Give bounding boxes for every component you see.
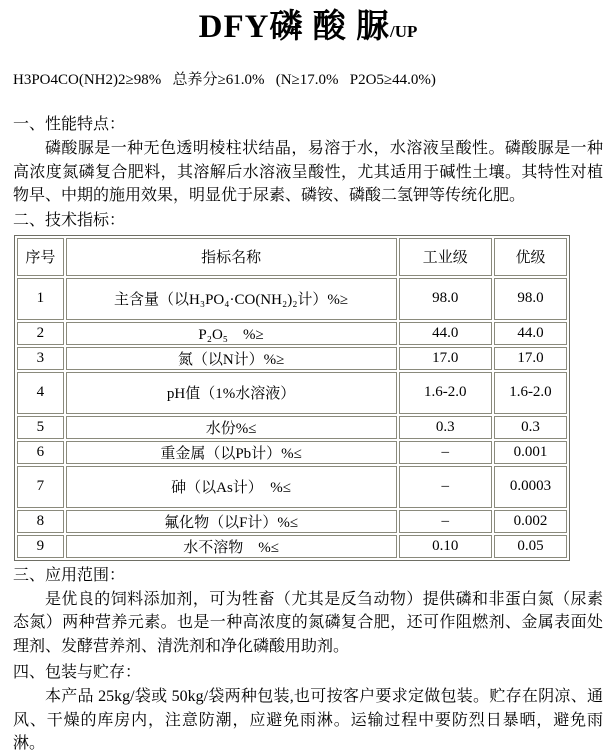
section-body-application: 是优良的饲料添加剂，可为牲畜（尤其是反刍动物）提供磷和非蛋白氮（尿素态氮）两种营养元素。也是一种高浓度的氮磷复合肥，还可作阻燃剂、金属表面处理剂、发酵营养剂、清洗剂和净化磷酸用助剂。 xyxy=(13,590,603,655)
cell-name: P₂O₅ %≥ xyxy=(66,322,397,345)
cell-index: 3 xyxy=(17,347,64,370)
cell-industrial: 1.6-2.0 xyxy=(399,372,492,414)
cell-industrial: – xyxy=(399,466,492,508)
cell-premium: 0.3 xyxy=(494,416,567,439)
cell-index: 6 xyxy=(17,441,64,464)
cell-industrial: 17.0 xyxy=(399,347,492,370)
section-body-performance: 磷酸脲是一种无色透明棱柱状结晶，易溶于水，水溶液呈酸性。磷酸脲是一种高浓度氮磷复合肥料，其溶解后水溶液呈酸性，尤其适用于碱性土壤。其特性对植物早、中期的施用效果，明显优于尿素、磷铵、磷酸二氢钾等传统化肥。 xyxy=(13,140,603,204)
table-row xyxy=(17,416,567,439)
cell-name: 水不溶物 %≤ xyxy=(66,535,397,558)
cell-premium: 17.0 xyxy=(494,347,567,370)
table-row xyxy=(17,510,567,533)
cell-industrial: – xyxy=(399,441,492,464)
cell-premium: 44.0 xyxy=(494,322,567,345)
cell-premium: 0.001 xyxy=(494,441,567,464)
cell-index: 8 xyxy=(17,510,64,533)
cell-premium: 0.05 xyxy=(494,535,567,558)
cell-premium: 1.6-2.0 xyxy=(494,372,567,414)
table-row xyxy=(17,372,567,414)
cell-index: 5 xyxy=(17,416,64,439)
cell-name: 砷（以As计） %≤ xyxy=(66,466,397,508)
section-heading-packaging: 四、包装与贮存： xyxy=(13,664,142,681)
col-header-premium: 优级 xyxy=(494,238,567,276)
section-heading-application: 三、应用范围： xyxy=(13,566,126,584)
section-body-packaging: 本产品 25kg/袋或 50kg/袋两种包装,也可按客户要求定做包装。贮存在阴凉、通风、干燥的库房内，注意防潮，应避免雨淋。运输过程中要防烈日暴晒，避免雨淋。 xyxy=(13,688,603,752)
cell-premium: 0.0003 xyxy=(494,466,567,508)
cell-industrial: 0.10 xyxy=(399,535,492,558)
cell-premium: 98.0 xyxy=(494,278,567,320)
col-header-industrial: 工业级 xyxy=(399,238,492,276)
cell-index: 7 xyxy=(17,466,64,508)
title-suffix: /UP xyxy=(389,22,418,41)
cell-premium: 0.002 xyxy=(494,510,567,533)
col-header-name: 指标名称 xyxy=(66,238,397,276)
table-row xyxy=(17,278,567,320)
section-heading-performance: 一、性能特点： xyxy=(13,116,126,133)
section-heading-specs: 二、技术指标： xyxy=(13,211,126,229)
cell-industrial: 0.3 xyxy=(399,416,492,439)
table-row xyxy=(17,347,567,370)
cell-name: pH值（1%水溶液） xyxy=(66,372,397,414)
formula-line: H3PO4CO(NH2)2≥98% 总养分≥61.0% (N≥17.0% P2O5≥44.0%) xyxy=(13,72,436,88)
spec-table xyxy=(14,235,570,561)
cell-index: 9 xyxy=(17,535,64,558)
table-row xyxy=(17,535,567,558)
cell-name: 重金属（以Pb计）%≤ xyxy=(66,441,397,464)
cell-index: 4 xyxy=(17,372,64,414)
cell-index: 1 xyxy=(17,278,64,320)
cell-name: 氟化物（以F计）%≤ xyxy=(66,510,397,533)
table-row xyxy=(17,322,567,345)
cell-index: 2 xyxy=(17,322,64,345)
col-header-index: 序号 xyxy=(17,238,64,276)
title-main: DFY磷 酸 脲 xyxy=(198,9,390,45)
cell-industrial: – xyxy=(399,510,492,533)
table-row xyxy=(17,466,567,508)
cell-industrial: 44.0 xyxy=(399,322,492,345)
cell-name: 主含量（以H₃PO₄·CO(NH₂)₂计）%≥ xyxy=(66,278,397,320)
cell-industrial: 98.0 xyxy=(399,278,492,320)
table-row xyxy=(17,441,567,464)
table-header-row xyxy=(17,238,567,276)
cell-name: 水份%≤ xyxy=(66,416,397,439)
cell-name: 氮（以N计）%≥ xyxy=(66,347,397,370)
page-title xyxy=(13,4,603,55)
